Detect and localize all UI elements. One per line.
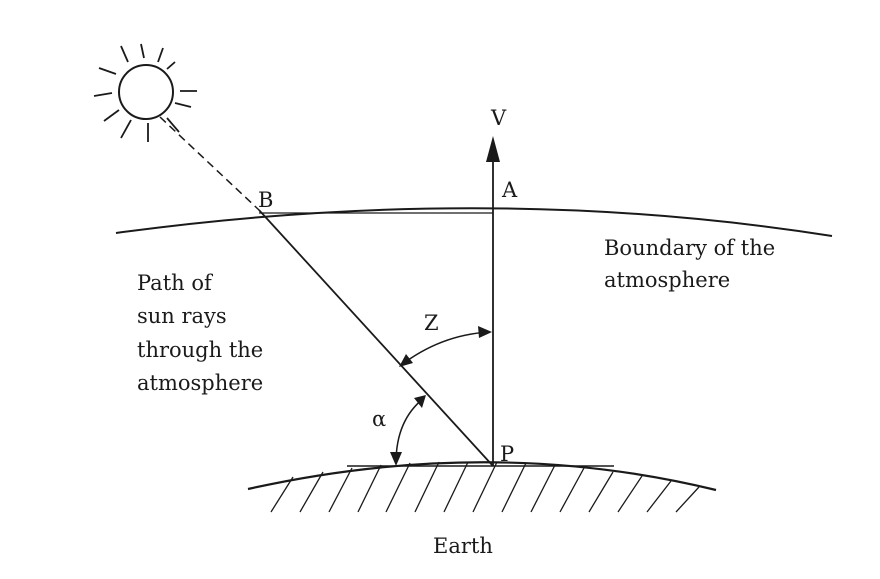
- zenith-arrowhead-right: [478, 326, 492, 338]
- zenith-arrowhead-left: [399, 354, 413, 367]
- earth-label: Earth: [433, 534, 493, 558]
- boundary-label-line1: Boundary of the: [604, 236, 776, 260]
- vertical-arrowhead: [486, 136, 500, 162]
- path-label-line1: Path of: [137, 271, 212, 295]
- atmosphere-boundary-arc: [116, 208, 832, 236]
- label-zenith-angle: Z: [424, 311, 439, 335]
- earth-hatching: [271, 462, 699, 512]
- label-v: V: [491, 106, 507, 130]
- label-p: P: [500, 442, 515, 466]
- path-label-line3: through the: [137, 338, 264, 362]
- label-altitude-angle: α: [372, 407, 387, 431]
- label-a: A: [502, 178, 518, 202]
- path-label-line4: atmosphere: [137, 371, 264, 395]
- label-b: B: [258, 188, 274, 212]
- altitude-arrowhead-bottom: [390, 452, 402, 466]
- sun-icon: [94, 44, 197, 142]
- zenith-angle-arc: [400, 332, 489, 366]
- sun-ray-dashed-line: [160, 117, 259, 210]
- boundary-label-line2: atmosphere: [604, 268, 731, 292]
- path-label-line2: sun rays: [137, 304, 227, 328]
